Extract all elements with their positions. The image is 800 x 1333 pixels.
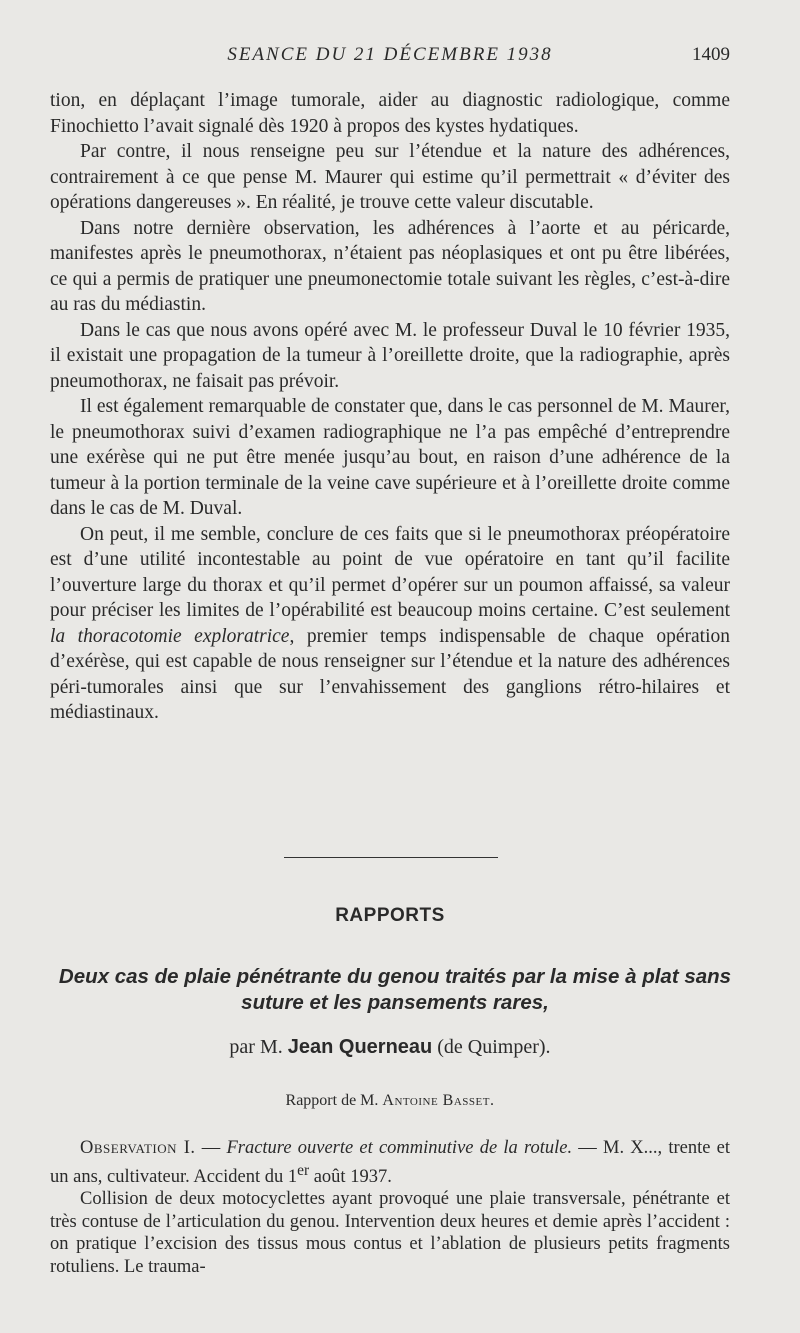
observation-sup: er — [297, 1161, 310, 1179]
paragraph-6-end: , premier temps indispensable de chaque opération d’exérèse, qui est capable de nous renseigner sur l’étendue et la nature des adhérences péri-tumorales ainsi que sur l’envahissement des ganglions rétro-hilaires et médiastinaux. — [50, 625, 730, 723]
section-divider — [284, 857, 498, 858]
paragraph-4: Dans le cas que nous avons opéré avec M. le professeur Duval le 10 février 1935, il existait une propagation de la tumeur à l’oreillette droite, que la radiographie, après pneumothorax, ne faisait pas prévoir. — [50, 319, 730, 392]
author-location: (de Quimper). — [432, 1036, 551, 1058]
observation-line1-end: août 1937. — [309, 1166, 392, 1187]
body-text — [50, 88, 730, 726]
observation-paragraph-1 — [50, 1137, 730, 1188]
paragraph-2: Par contre, il nous renseigne peu sur l’étendue et la nature des adhérences, contrairement à ce que pense M. Maurer qui estime qu’il permettrait « d’éviter des opérations dangereuses ». En réalité, je trouve cette valeur discutable. — [50, 141, 730, 213]
paragraph-3: Dans notre dernière observation, les adhérences à l’aorte et au péricarde, manifestes après le pneumothorax, n’étaient pas néoplasiques et ont pu être libérées, ce qui a permis de pratiquer une pneumonectomie totale suivant les règles, c’est-à-dire au ras du médiastin. — [50, 217, 730, 315]
observation-line1: — M. X..., trente et un ans, cultivateur. Accident du 1 — [50, 1138, 731, 1187]
paragraph-6-italic: la thoracotomie exploratrice — [50, 625, 290, 647]
article-title: Deux cas de plaie pénétrante du genou traités par la mise à plat sans suture et les pansements rares, — [58, 965, 732, 1014]
observation-label: Observation I. — [80, 1138, 196, 1158]
section-heading: RAPPORTS — [335, 905, 445, 926]
running-title: SEANCE DU 21 DÉCEMBRE 1938 — [227, 44, 553, 65]
observation-title: Fracture ouverte et comminutive de la rotule. — [226, 1138, 573, 1158]
author-prefix: par M. — [229, 1036, 288, 1058]
reporter-line — [0, 1092, 780, 1110]
observation-text — [50, 1137, 730, 1278]
reporter-prefix: Rapport de M. — [285, 1092, 383, 1109]
page-number: 1409 — [692, 44, 730, 65]
author-line — [0, 1036, 780, 1059]
paragraph-6-start: On peut, il me semble, conclure de ces faits que si le pneumothorax préopératoire est d’une utilité incontestable au point de vue opératoire en tant qu’il facilite l’ouverture large du thorax et qu’il permet d’opérer sur un poumon affaissé, sa valeur pour préciser les limites de l’opérabilité est beaucoup moins certaine. C’est seulement — [50, 523, 730, 621]
paragraph-1: tion, en déplaçant l’image tumorale, aider au diagnostic radiologique, comme Finochietto l’avait signalé dès 1920 à propos des kystes hydatiques. — [50, 90, 730, 137]
reporter-name: Antoine Basset. — [382, 1092, 495, 1109]
paragraph-6 — [50, 522, 730, 726]
paragraph-5: Il est également remarquable de constater que, dans le cas personnel de M. Maurer, le pneumothorax suivi d’examen radiographique ne l’a pas empêché d’entreprendre une exérèse qui ne put être menée jusqu’au bout, en raison d’une adhérence de la tumeur à la portion terminale de la veine cave supérieure et à l’oreillette droite comme dans le cas de M. Duval. — [50, 396, 730, 519]
observation-dash: — — [195, 1138, 227, 1158]
author-name: Jean Querneau — [287, 1036, 433, 1058]
observation-paragraph-2: Collision de deux motocyclettes ayant provoqué une plaie transversale, pénétrante et très contuse de l’articulation du genou. Intervention deux heures et demie après l’accident : on pratique l’excision des tissus mous contus et l’ablation de plusieurs petits fragments rotuliens. Le trauma- — [50, 1189, 730, 1277]
running-header — [50, 44, 730, 74]
